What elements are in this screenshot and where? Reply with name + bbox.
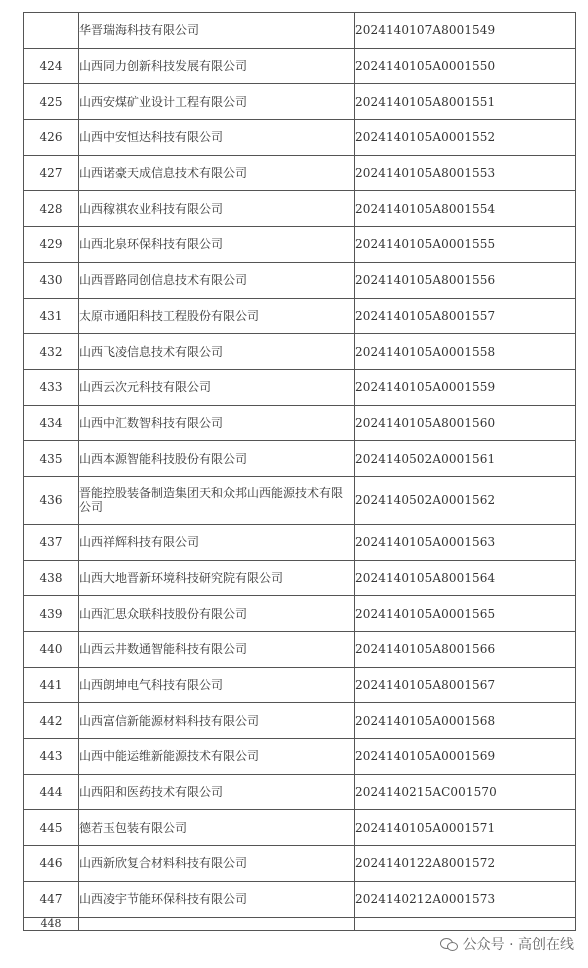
row-number: 441 [24,667,79,703]
company-name: 山西稼祺农业科技有限公司 [79,191,355,227]
table-row [24,596,576,632]
company-name: 华晋瑞海科技有限公司 [79,13,355,49]
company-name: 晋能控股装备制造集团天和众邦山西能源技术有限公司 [79,476,355,524]
registration-code: 2024140105A8001564 [355,560,576,596]
table-row [24,881,576,917]
registration-code: 2024140105A0001565 [355,596,576,632]
registration-code: 2024140105A8001560 [355,405,576,441]
company-name: 山西本源智能科技股份有限公司 [79,441,355,477]
table-row [24,155,576,191]
row-number: 430 [24,262,79,298]
table-row [24,405,576,441]
company-name: 山西中汇数智科技有限公司 [79,405,355,441]
row-number: 431 [24,298,79,334]
table-row [24,48,576,84]
company-name: 山西诺豪天成信息技术有限公司 [79,155,355,191]
row-number: 447 [24,881,79,917]
company-name: 山西凌宇节能环保科技有限公司 [79,881,355,917]
wechat-icon [440,937,458,951]
row-number: 434 [24,405,79,441]
table-row [24,632,576,668]
company-name: 山西阳和医药技术有限公司 [79,774,355,810]
registration-code: 2024140105A0001571 [355,810,576,846]
table-row [24,739,576,775]
registration-code: 2024140215AC001570 [355,774,576,810]
row-number: 444 [24,774,79,810]
table-row [24,369,576,405]
registration-code: 2024140105A0001552 [355,120,576,156]
company-name: 德若玉包装有限公司 [79,810,355,846]
registration-code: 2024140105A8001551 [355,84,576,120]
registration-code: 2024140105A0001563 [355,524,576,560]
row-number: 445 [24,810,79,846]
company-name: 山西云井数通智能科技有限公司 [79,632,355,668]
row-number: 432 [24,334,79,370]
registration-code: 2024140107A8001549 [355,13,576,49]
registration-code: 2024140502A0001562 [355,476,576,524]
company-name: 山西北泉环保科技有限公司 [79,227,355,263]
row-number: 426 [24,120,79,156]
company-name: 山西中能运维新能源技术有限公司 [79,739,355,775]
table-row [24,334,576,370]
table-row [24,703,576,739]
company-name: 太原市通阳科技工程股份有限公司 [79,298,355,334]
table-row [24,13,576,49]
row-number: 425 [24,84,79,120]
company-name: 山西新欣复合材料科技有限公司 [79,846,355,882]
table-row [24,667,576,703]
table-row [24,917,576,930]
row-number: 429 [24,227,79,263]
row-number: 443 [24,739,79,775]
registration-code: 2024140212A0001573 [355,881,576,917]
row-number: 433 [24,369,79,405]
row-number: 440 [24,632,79,668]
company-name: 山西汇思众联科技股份有限公司 [79,596,355,632]
registration-code: 2024140105A8001554 [355,191,576,227]
table-row [24,476,576,524]
company-name: 山西同力创新科技发展有限公司 [79,48,355,84]
company-registry-table [23,12,576,931]
registration-code: 2024140105A8001557 [355,298,576,334]
table-row [24,524,576,560]
registration-code: 2024140105A0001550 [355,48,576,84]
table-body [24,13,576,931]
company-name: 山西云次元科技有限公司 [79,369,355,405]
registration-code: 2024140105A8001567 [355,667,576,703]
company-name: 山西大地晋新环境科技研究院有限公司 [79,560,355,596]
company-name: 山西晋路同创信息技术有限公司 [79,262,355,298]
registration-code: 2024140122A8001572 [355,846,576,882]
watermark [440,934,574,954]
row-number: 435 [24,441,79,477]
company-name: 山西富信新能源材料科技有限公司 [79,703,355,739]
table-row [24,774,576,810]
registration-code: 2024140105A8001566 [355,632,576,668]
watermark-text: 公众号 · 高创在线 [462,937,574,953]
table-row [24,120,576,156]
table-row [24,84,576,120]
table-row [24,846,576,882]
row-number: 424 [24,48,79,84]
table-row [24,298,576,334]
table-row [24,227,576,263]
row-number: 446 [24,846,79,882]
row-number: 442 [24,703,79,739]
company-name [79,917,355,930]
row-number: 436 [24,476,79,524]
table-row [24,262,576,298]
row-number: 428 [24,191,79,227]
registration-code: 2024140105A0001569 [355,739,576,775]
table-row [24,441,576,477]
company-name: 山西安煤矿业设计工程有限公司 [79,84,355,120]
registration-code [355,917,576,930]
registration-code: 2024140105A8001553 [355,155,576,191]
row-number: 437 [24,524,79,560]
company-name: 山西朗坤电气科技有限公司 [79,667,355,703]
registration-code: 2024140105A0001568 [355,703,576,739]
company-name: 山西飞凌信息技术有限公司 [79,334,355,370]
registration-code: 2024140105A0001558 [355,334,576,370]
registration-code: 2024140105A0001555 [355,227,576,263]
row-number: 448 [24,917,79,930]
row-number [24,13,79,49]
registration-code: 2024140105A0001559 [355,369,576,405]
table-row [24,810,576,846]
company-name: 山西中安恒达科技有限公司 [79,120,355,156]
row-number: 427 [24,155,79,191]
row-number: 439 [24,596,79,632]
table-row [24,560,576,596]
row-number: 438 [24,560,79,596]
registration-code: 2024140105A8001556 [355,262,576,298]
table-row [24,191,576,227]
company-name: 山西祥辉科技有限公司 [79,524,355,560]
registration-code: 2024140502A0001561 [355,441,576,477]
